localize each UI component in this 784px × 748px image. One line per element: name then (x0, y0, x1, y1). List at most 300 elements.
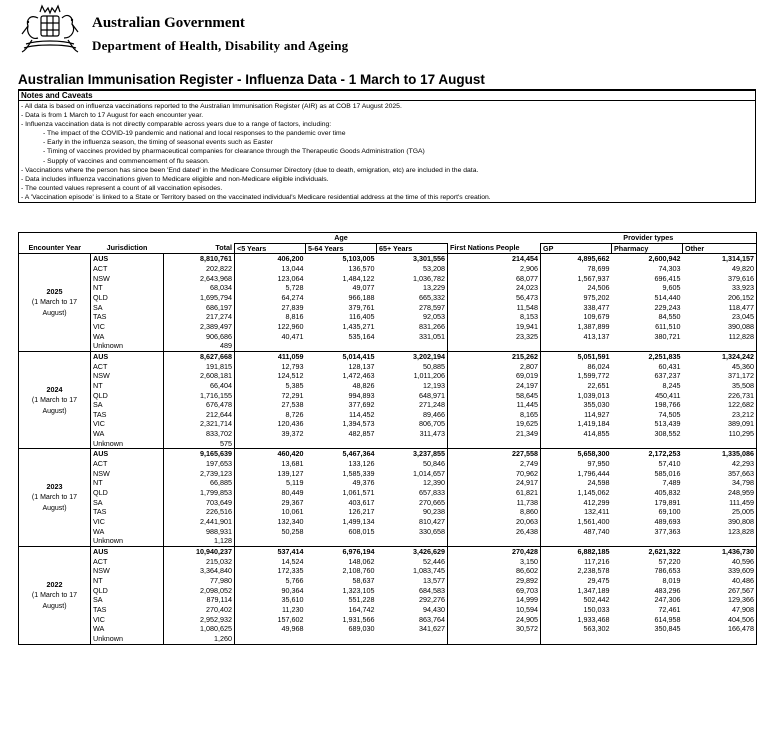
cell-pharmacy (612, 439, 683, 449)
table-row (19, 419, 757, 429)
cell-under-5: 13,044 (235, 264, 306, 274)
cell-pharmacy: 57,410 (658, 459, 681, 469)
table-row (19, 469, 757, 479)
cell-total: 10,940,237 (196, 547, 232, 556)
cell-jurisdiction: ACT (91, 557, 164, 567)
page-title: Australian Immunisation Register - Influenza Data - 1 March to 17 August (18, 72, 485, 87)
cell-under-5: 132,340 (235, 517, 306, 527)
cell-under-5: 537,414 (235, 547, 306, 557)
cell-first-nations (448, 634, 541, 644)
cell-under-5: 460,420 (235, 449, 306, 459)
encounter-year-cell (19, 547, 91, 645)
table-row (19, 274, 757, 284)
cell-total: 1,716,155 (200, 390, 232, 400)
cell-total: 68,034 (210, 283, 232, 293)
cell-5-64: 1,472,463 (342, 371, 375, 381)
table-row (19, 527, 757, 537)
cell-65-plus: 292,276 (377, 595, 448, 605)
cell-pharmacy: 405,832 (654, 488, 681, 498)
cell-other (683, 439, 757, 449)
cell-gp: 24,598 (541, 478, 612, 488)
cell-5-64: 126,217 (348, 507, 375, 517)
cell-gp: 1,933,468 (541, 615, 612, 625)
cell-under-5: 27,839 (235, 303, 306, 313)
cell-gp: 1,347,189 (541, 586, 612, 596)
cell-jurisdiction: NSW (91, 371, 164, 381)
note-line: - All data is based on influenza vaccinations reported to the Australian Immunisation Register (AIR) as at COB 17 August 2025. (21, 103, 402, 110)
cell-other: 112,828 (683, 332, 757, 342)
cell-jurisdiction: WA (91, 429, 164, 439)
cell-pharmacy: 514,440 (654, 292, 681, 302)
cell-total: 1,799,853 (200, 488, 232, 498)
cell-pharmacy: 84,550 (658, 312, 681, 322)
cell-gp: 1,039,013 (541, 391, 612, 401)
cell-jurisdiction: AUS (91, 449, 164, 459)
table-row (19, 381, 757, 391)
cell-gp (541, 439, 612, 449)
cell-under-5: 123,064 (235, 274, 306, 284)
cell-5-64: 403,617 (348, 497, 375, 507)
cell-65-plus: 657,833 (377, 488, 448, 498)
cell-under-5: 64,274 (235, 293, 306, 303)
notes-heading: Notes and Caveats (18, 91, 756, 101)
cell-other: 371,172 (683, 371, 757, 381)
cell-pharmacy: 489,693 (654, 517, 681, 527)
cell-first-nations: 11,445 (516, 400, 539, 410)
cell-pharmacy: 450,411 (655, 390, 681, 400)
cell-gp: 1,387,899 (541, 322, 612, 332)
cell-under-5: 120,436 (235, 419, 306, 429)
cell-gp: 414,855 (541, 429, 612, 439)
note-line: - Data is from 1 March to 17 August for each encounter year. (21, 112, 204, 120)
table-row (19, 595, 757, 605)
table-row (19, 634, 757, 644)
cell-first-nations: 69,703 (516, 585, 539, 595)
col-gp: GP (541, 243, 612, 254)
table-row (19, 536, 757, 546)
cell-5-64: 48,826 (352, 380, 375, 390)
cell-pharmacy: 637,237 (654, 371, 681, 381)
cell-5-64: 133,126 (348, 459, 375, 469)
cell-5-64: 689,030 (348, 624, 375, 634)
cell-gp (541, 341, 612, 351)
cell-65-plus: 278,597 (377, 303, 448, 313)
cell-65-plus: 1,011,206 (377, 371, 448, 381)
header-blank (19, 233, 91, 244)
cell-65-plus: 92,053 (377, 312, 448, 322)
cell-first-nations (448, 536, 541, 546)
cell-total: 703,649 (206, 497, 232, 507)
table-row (19, 586, 757, 596)
table-row (19, 624, 757, 634)
cell-under-5: 5,385 (235, 381, 306, 391)
table-row (19, 332, 757, 342)
cell-gp: 114,927 (541, 410, 612, 420)
cell-total: 270,402 (206, 604, 232, 614)
cell-first-nations: 14,999 (516, 595, 539, 605)
table-row (19, 351, 757, 361)
cell-under-5: 27,538 (235, 400, 306, 410)
cell-first-nations: 11,738 (516, 497, 539, 507)
cell-first-nations: 2,807 (520, 361, 539, 371)
cell-gp: 563,302 (541, 624, 612, 634)
cell-5-64: 482,857 (348, 429, 375, 439)
cell-65-plus: 341,627 (377, 624, 448, 634)
encounter-year-range: (1 March to 17 August) (31, 396, 78, 415)
cell-pharmacy: 377,363 (654, 526, 681, 536)
cell-first-nations: 86,602 (516, 566, 539, 576)
cell-total: 676,478 (206, 400, 232, 410)
cell-pharmacy: 57,220 (658, 556, 681, 566)
cell-first-nations: 24,197 (516, 380, 539, 390)
cell-first-nations: 23,325 (516, 331, 539, 341)
cell-other: 379,616 (683, 274, 757, 284)
table-row (19, 566, 757, 576)
cell-jurisdiction: NSW (91, 566, 164, 576)
cell-jurisdiction: Unknown (91, 341, 164, 351)
cell-5-64: 551,228 (348, 595, 375, 605)
cell-gp: 338,477 (541, 303, 612, 313)
cell-total: 2,739,123 (200, 468, 232, 478)
table-row (19, 488, 757, 498)
cell-jurisdiction: NT (91, 283, 164, 293)
cell-5-64: 1,323,105 (342, 585, 375, 595)
cell-gp (541, 536, 612, 546)
cell-total: 197,653 (206, 459, 232, 469)
cell-65-plus: 12,390 (377, 478, 448, 488)
cell-jurisdiction: NSW (91, 469, 164, 479)
cell-5-64: 1,499,134 (342, 517, 375, 527)
note-line: - Timing of vaccines provided by pharmaceutical companies for clearance through the Therapeutic Goods Administration (TGA) (43, 148, 425, 156)
cell-5-64 (306, 536, 377, 546)
cell-gp: 1,419,184 (541, 419, 612, 429)
cell-first-nations: 29,892 (516, 575, 539, 585)
cell-5-64: 5,103,005 (342, 254, 375, 264)
cell-pharmacy: 74,303 (658, 263, 681, 273)
cell-65-plus: 1,036,782 (377, 274, 448, 284)
col-jurisdiction: Jurisdiction (91, 243, 164, 254)
cell-5-64: 1,061,571 (342, 488, 375, 498)
cell-pharmacy: 9,605 (662, 283, 681, 293)
cell-65-plus: 1,083,745 (377, 566, 448, 576)
cell-jurisdiction: QLD (91, 586, 164, 596)
cell-jurisdiction: SA (91, 595, 164, 605)
cell-65-plus: 665,332 (377, 293, 448, 303)
table-row (19, 507, 757, 517)
cell-jurisdiction: Unknown (91, 536, 164, 546)
cell-gp: 1,796,444 (541, 469, 612, 479)
cell-total: 2,098,052 (200, 585, 232, 595)
cell-under-5: 172,335 (235, 566, 306, 576)
col-pharmacy: Pharmacy (612, 243, 683, 254)
table-row (19, 400, 757, 410)
cell-gp: 1,567,937 (541, 274, 612, 284)
cell-65-plus: 863,764 (377, 615, 448, 625)
cell-65-plus: 89,466 (377, 410, 448, 420)
encounter-year: 2024 (46, 384, 63, 394)
cell-65-plus: 810,427 (377, 517, 448, 527)
cell-jurisdiction: AUS (91, 351, 164, 361)
cell-first-nations: 24,917 (516, 478, 539, 488)
encounter-year-cell (19, 449, 91, 547)
coat-of-arms-icon (18, 4, 82, 56)
cell-total: 489 (164, 341, 235, 351)
cell-pharmacy (612, 634, 683, 644)
table-row (19, 303, 757, 313)
cell-gp: 29,475 (541, 576, 612, 586)
cell-gp: 5,658,300 (541, 449, 612, 459)
cell-gp: 412,299 (541, 498, 612, 508)
cell-total: 217,274 (206, 312, 232, 322)
cell-first-nations (448, 341, 541, 351)
cell-pharmacy: 2,621,322 (648, 547, 681, 556)
cell-jurisdiction: TAS (91, 410, 164, 420)
cell-5-64 (306, 439, 377, 449)
cell-under-5: 5,766 (235, 576, 306, 586)
table-row (19, 264, 757, 274)
cell-total: 77,980 (210, 575, 232, 585)
cell-total: 833,702 (206, 429, 232, 439)
note-line: - Vaccinations where the person has since been 'End dated' in the Medicare Consumer Directory (due to death, emigration, etc) are included in the data. (21, 166, 479, 174)
table-row (19, 429, 757, 439)
col-other: Other (683, 243, 757, 254)
cell-pharmacy: 60,431 (658, 361, 681, 371)
cell-65-plus: 330,658 (377, 527, 448, 537)
cell-gp: 22,651 (541, 381, 612, 391)
cell-5-64: 1,435,271 (342, 321, 375, 331)
table-row (19, 362, 757, 372)
cell-65-plus: 53,208 (377, 264, 448, 274)
cell-first-nations: 26,438 (516, 526, 539, 536)
cell-under-5: 39,372 (235, 429, 306, 439)
cell-pharmacy: 696,415 (654, 273, 681, 283)
cell-pharmacy: 611,510 (655, 321, 681, 331)
cell-first-nations: 227,558 (512, 449, 539, 459)
cell-first-nations: 21,349 (516, 429, 539, 439)
cell-under-5: 80,449 (235, 488, 306, 498)
cell-pharmacy: 72,461 (658, 604, 681, 614)
cell-first-nations: 2,749 (520, 459, 539, 469)
cell-jurisdiction: SA (91, 400, 164, 410)
table-row (19, 439, 757, 449)
cell-65-plus: 50,846 (377, 459, 448, 469)
cell-other (683, 536, 757, 546)
cell-under-5: 12,793 (235, 362, 306, 372)
cell-first-nations: 8,860 (520, 507, 539, 517)
cell-pharmacy: 350,845 (654, 624, 681, 634)
cell-first-nations: 69,019 (516, 371, 539, 381)
cell-pharmacy: 74,505 (658, 409, 681, 419)
cell-jurisdiction: TAS (91, 312, 164, 322)
cell-5-64: 1,585,339 (342, 468, 375, 478)
table-row (19, 615, 757, 625)
cell-jurisdiction: VIC (91, 322, 164, 332)
cell-other: 34,798 (683, 478, 757, 488)
cell-total: 66,404 (210, 380, 232, 390)
cell-jurisdiction: WA (91, 527, 164, 537)
cell-other: 23,045 (683, 312, 757, 322)
table-row (19, 498, 757, 508)
cell-under-5: 406,200 (235, 254, 306, 264)
encounter-year: 2022 (46, 579, 63, 589)
cell-gp: 2,238,578 (541, 566, 612, 576)
cell-under-5 (235, 634, 306, 644)
cell-65-plus: 13,577 (377, 576, 448, 586)
cell-other: 111,459 (683, 498, 757, 508)
note-line: - The impact of the COVID-19 pandemic and national and local responses to the pandemic over time (43, 130, 346, 138)
cell-under-5: 40,471 (235, 332, 306, 342)
cell-total: 2,321,714 (200, 419, 232, 429)
cell-first-nations: 19,625 (516, 419, 539, 429)
cell-under-5 (235, 536, 306, 546)
cell-5-64: 5,467,364 (342, 449, 375, 459)
cell-total: 2,643,968 (200, 273, 232, 283)
cell-65-plus: 1,014,657 (377, 469, 448, 479)
cell-pharmacy: 483,296 (654, 585, 681, 595)
cell-65-plus: 271,248 (377, 400, 448, 410)
cell-other: 25,005 (683, 507, 757, 517)
cell-other: 390,088 (683, 322, 757, 332)
cell-total: 575 (164, 439, 235, 449)
cell-under-5: 8,816 (235, 312, 306, 322)
encounter-year-range: (1 March to 17 August) (31, 494, 78, 513)
cell-other (683, 341, 757, 351)
cell-pharmacy: 585,016 (654, 468, 681, 478)
note-line: - Supply of vaccines and commencement of flu season. (43, 157, 210, 165)
cell-65-plus (377, 536, 448, 546)
cell-5-64: 5,014,415 (342, 351, 375, 361)
col-under-5: <5 Years (235, 243, 306, 254)
cell-65-plus: 831,266 (377, 322, 448, 332)
table-row (19, 371, 757, 381)
provider-group-header: Provider types (541, 233, 757, 244)
table-row (19, 449, 757, 459)
cell-jurisdiction: ACT (91, 264, 164, 274)
cell-65-plus: 648,971 (377, 391, 448, 401)
cell-under-5: 5,119 (235, 478, 306, 488)
table-row (19, 341, 757, 351)
department-name: Department of Health, Disability and Ageing (92, 38, 349, 53)
cell-under-5: 35,610 (235, 595, 306, 605)
cell-total: 8,627,668 (200, 351, 232, 361)
cell-65-plus: 3,426,629 (377, 547, 448, 557)
cell-5-64: 128,137 (348, 361, 375, 371)
cell-total: 906,686 (206, 331, 232, 341)
cell-gp: 1,145,062 (541, 488, 612, 498)
cell-jurisdiction: SA (91, 498, 164, 508)
cell-other: 40,486 (683, 576, 757, 586)
cell-other: 1,335,086 (683, 449, 757, 459)
cell-pharmacy: 786,653 (654, 566, 681, 576)
cell-jurisdiction: WA (91, 624, 164, 634)
encounter-year-cell (19, 351, 91, 449)
cell-pharmacy: 229,243 (654, 302, 681, 312)
cell-under-5: 50,258 (235, 527, 306, 537)
cell-first-nations: 3,150 (520, 556, 539, 566)
cell-under-5: 124,512 (235, 371, 306, 381)
cell-first-nations: 215,262 (512, 351, 539, 361)
cell-total: 2,608,181 (200, 371, 232, 381)
table-row (19, 576, 757, 586)
cell-other: 357,663 (683, 469, 757, 479)
age-group-header: Age (235, 233, 448, 244)
cell-total: 686,197 (206, 302, 232, 312)
cell-5-64 (306, 341, 377, 351)
cell-total: 2,389,497 (200, 321, 232, 331)
cell-5-64: 608,015 (348, 526, 375, 536)
cell-under-5: 10,061 (235, 507, 306, 517)
cell-gp: 4,895,662 (541, 254, 612, 264)
cell-5-64: 2,108,760 (342, 566, 375, 576)
cell-5-64: 49,376 (352, 478, 375, 488)
cell-jurisdiction: NT (91, 478, 164, 488)
cell-5-64: 535,164 (348, 331, 375, 341)
cell-5-64: 1,931,566 (342, 614, 375, 624)
cell-5-64: 379,761 (348, 302, 375, 312)
table-row (19, 410, 757, 420)
cell-other: 206,152 (683, 293, 757, 303)
cell-other: 404,506 (683, 615, 757, 625)
cell-total: 1,128 (164, 536, 235, 546)
cell-pharmacy (612, 341, 683, 351)
note-line: - Data includes influenza vaccinations given to Medicare eligible and non-Medicare eligible individuals. (21, 175, 329, 183)
note-line: - A 'Vaccination episode' is linked to a State or Territory based on the vaccinated individual's Medicare residential address at the time of this report's creation. (21, 193, 491, 201)
table-row (19, 322, 757, 332)
note-line: - Influenza vaccination data is not directly comparable across years due to a range of factors, including: (21, 121, 332, 129)
col-5-64: 5-64 Years (306, 243, 377, 254)
cell-gp (541, 634, 612, 644)
cell-other: 33,923 (683, 283, 757, 293)
encounter-year: 2025 (46, 287, 63, 297)
cell-gp: 487,740 (541, 527, 612, 537)
cell-jurisdiction: QLD (91, 488, 164, 498)
cell-65-plus: 90,238 (377, 507, 448, 517)
cell-total: 2,952,932 (200, 614, 232, 624)
col-first-nations: First Nations People (448, 243, 541, 254)
cell-first-nations (448, 439, 541, 449)
cell-other: 45,360 (683, 362, 757, 372)
cell-65-plus: 311,473 (377, 429, 448, 439)
cell-65-plus: 3,202,194 (377, 351, 448, 361)
cell-65-plus (377, 341, 448, 351)
encounter-year-range: (1 March to 17 August) (31, 591, 78, 610)
cell-other: 390,808 (683, 517, 757, 527)
cell-other: 49,820 (683, 264, 757, 274)
table-row (19, 293, 757, 303)
cell-65-plus: 94,430 (377, 605, 448, 615)
cell-jurisdiction: Unknown (91, 439, 164, 449)
cell-first-nations: 24,905 (516, 614, 539, 624)
cell-first-nations: 214,454 (512, 254, 539, 264)
cell-5-64: 136,570 (348, 263, 375, 273)
col-encounter-year: Encounter Year (19, 243, 91, 254)
cell-65-plus (377, 634, 448, 644)
cell-under-5: 8,726 (235, 410, 306, 420)
cell-other: 40,596 (683, 557, 757, 567)
notes-body (18, 101, 756, 203)
cell-jurisdiction: QLD (91, 391, 164, 401)
cell-under-5: 139,127 (235, 469, 306, 479)
cell-other: 226,731 (683, 391, 757, 401)
cell-5-64: 49,077 (352, 283, 375, 293)
cell-65-plus: 806,705 (377, 419, 448, 429)
cell-5-64: 6,976,194 (342, 547, 375, 556)
cell-total: 988,931 (206, 526, 232, 536)
cell-first-nations: 24,023 (516, 283, 539, 293)
cell-other: 23,212 (683, 410, 757, 420)
table-row (19, 312, 757, 322)
cell-under-5: 5,728 (235, 283, 306, 293)
